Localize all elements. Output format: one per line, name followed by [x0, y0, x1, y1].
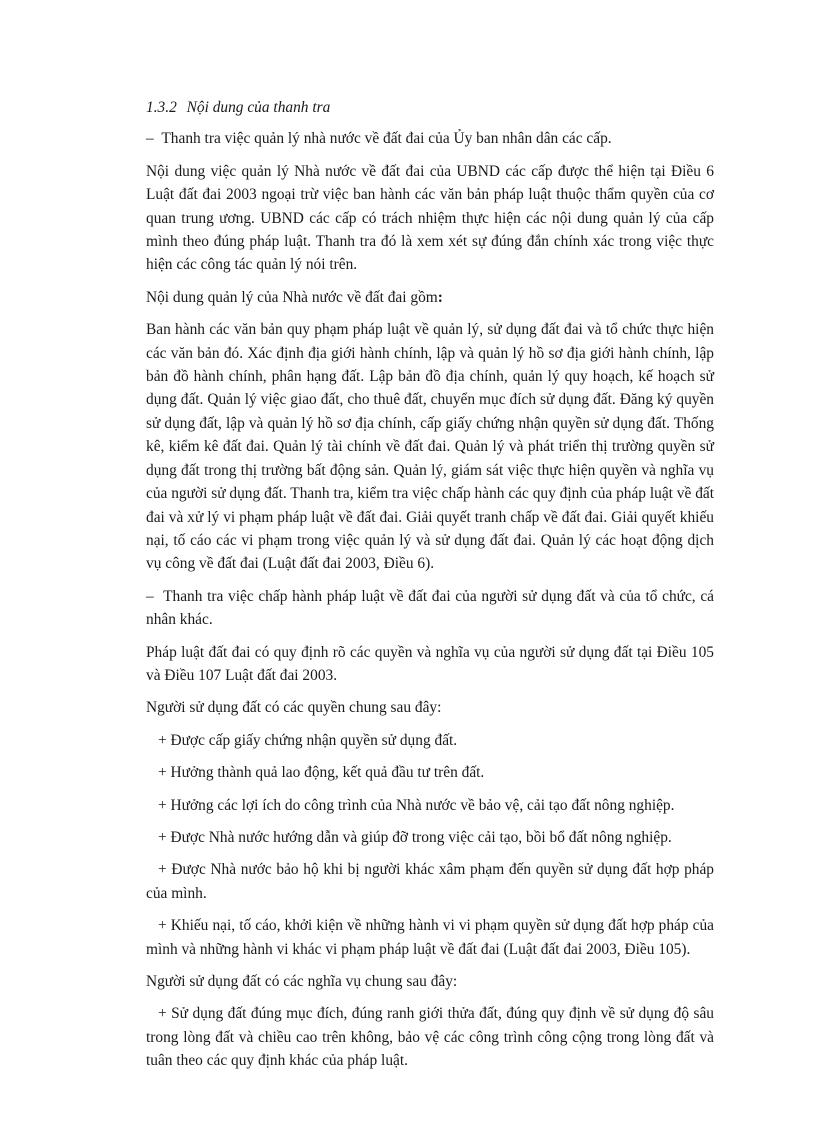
section-title: Nội dung của thanh tra: [186, 99, 331, 116]
document-body: [146, 96, 714, 1082]
list-item-obligation: + Sử dụng đất đúng mục đích, đúng ranh giới thửa đất, đúng quy định về sử dụng độ sâu trong lòng đất và chiều cao trên không, bảo vệ các công trình công cộng trong lòng đất và tuân theo các quy định khác của pháp luật.: [146, 1002, 714, 1072]
list-item-right: + Hưởng các lợi ích do công trình của Nhà nước về bảo vệ, cải tạo đất nông nghiệp.: [146, 794, 714, 817]
paragraph-management-content-intro: [146, 286, 714, 309]
list-item-right: + Được cấp giấy chứng nhận quyền sử dụng đất.: [146, 729, 714, 752]
paragraph-ubnd-content: Nội dung việc quản lý Nhà nước về đất đai của UBND các cấp được thể hiện tại Điều 6 Luật đất đai 2003 ngoại trừ việc ban hành các văn bản pháp luật thuộc thẩm quyền của cơ quan trung ương. UBND các cấp có trách nhiệm thực hiện các nội dung quản lý của cấp mình theo đúng pháp luật. Thanh tra đó là xem xét sự đúng đắn chính xác trong việc thực hiện các công tác quản lý nói trên.: [146, 162, 714, 274]
section-number: 1.3.2: [146, 99, 177, 116]
paragraph-inspection-land-users: – Thanh tra việc chấp hành pháp luật về đất đai của người sử dụng đất và của tổ chức, cá nhân khác.: [146, 585, 714, 632]
list-item-right: + Được Nhà nước bảo hộ khi bị người khác xâm phạm đến quyền sử dụng đất hợp pháp của mình.: [146, 858, 714, 905]
list-item-right: + Khiếu nại, tố cáo, khởi kiện về những hành vi vi phạm quyền sử dụng đất hợp pháp của mình và những hành vi khác vi phạm pháp luật về đất đai (Luật đất đai 2003, Điều 105).: [146, 914, 714, 961]
paragraph-inspection-state-management: – Thanh tra việc quản lý nhà nước về đất đai của Ủy ban nhân dân các cấp.: [146, 127, 714, 150]
paragraph-rights-intro: Người sử dụng đất có các quyền chung sau đây:: [146, 699, 442, 717]
list-item-right: + Được Nhà nước hướng dẫn và giúp đỡ trong việc cải tạo, bồi bổ đất nông nghiệp.: [146, 826, 714, 849]
section-heading: [146, 96, 714, 119]
intro-text: Nội dung quản lý của Nhà nước về đất đai gồm: [146, 288, 438, 306]
paragraph-legal-rights-obligations: Pháp luật đất đai có quy định rõ các quyền và nghĩa vụ của người sử dụng đất tại Điều 105 và Điều 107 Luật đất đai 2003.: [146, 643, 714, 684]
list-item-right: + Hưởng thành quả lao động, kết quả đầu tư trên đất.: [146, 761, 714, 784]
intro-colon: :: [437, 288, 443, 306]
paragraph-obligations-intro: Người sử dụng đất có các nghĩa vụ chung sau đây:: [146, 973, 458, 990]
paragraph-management-content-list: Ban hành các văn bản quy phạm pháp luật về quản lý, sử dụng đất đai và tổ chức thực hiện các văn bản đó. Xác định địa giới hành chính, lập và quản lý hồ sơ địa giới hành chính, lập bản đồ hành chính, phân hạng đất. Lập bản đồ địa chính, quản lý quy hoạch, kế hoạch sử dụng đất. Quản lý việc giao đất, cho thuê đất, chuyển mục đích sử dụng đất. Đăng ký quyền sử dụng đất, lập và quản lý hồ sơ địa chính, cấp giấy chứng nhận quyền sử dụng đất. Thống kê, kiểm kê đất đai. Quản lý tài chính về đất đai. Quản lý và phát triển thị trường quyền sử dụng đất trong thị trường bất động sản. Quản lý, giám sát việc thực hiện quyền và nghĩa vụ của người sử dụng đất. Thanh tra, kiểm tra việc chấp hành các quy định của pháp luật về đất đai và xử lý vi phạm pháp luật về đất đai. Giải quyết tranh chấp về đất đai. Giải quyết khiếu nại, tố cáo các vi phạm trong việc quản lý và sử dụng đất đai. Quản lý các hoạt động dịch vụ công về đất đai (Luật đất đai 2003, Điều 6).: [146, 321, 714, 573]
